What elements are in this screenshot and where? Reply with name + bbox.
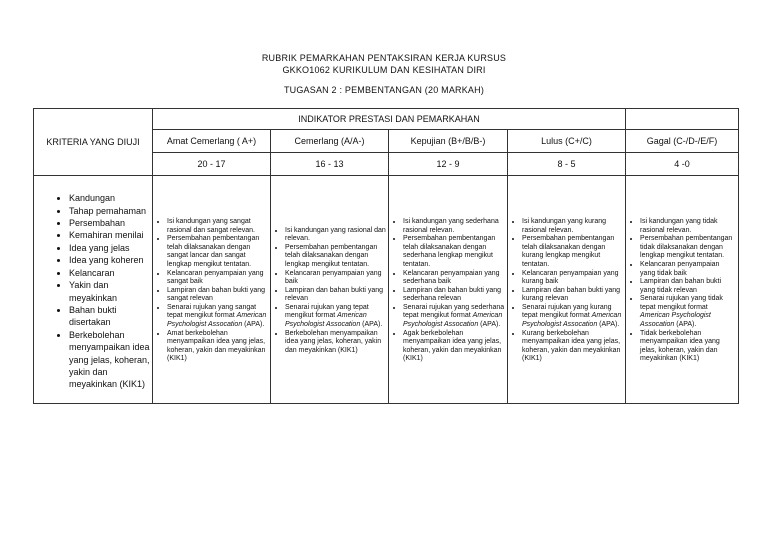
descriptor-text: (APA).: [674, 321, 697, 329]
descriptor-text: (APA).: [242, 321, 265, 329]
descriptor-item: [403, 304, 505, 330]
descriptor-list: [271, 227, 388, 356]
descriptor-item: • Kurang berkebolehan menyampaikan idea yang jelas, koheran, yakin dan meyakinkan (KIK1): [522, 330, 623, 364]
descriptor-text: Senarai rujukan yang sederhana tepat mengikut format: [403, 303, 505, 320]
course-code-title: GKKO1062 KURIKULUM DAN KESIHATAN DIRI: [282, 65, 486, 75]
empty-header-cell: [626, 109, 739, 130]
descriptor-item: • Kelancaran penyampaian yang sangat baik: [167, 270, 268, 287]
descriptor-item: • Lampiran dan bahan bukti yang tidak relevan: [640, 278, 736, 295]
criteria-item: • Idea yang jelas: [69, 242, 152, 254]
descriptor-cell: [508, 176, 626, 404]
descriptor-text: Senarai rujukan yang kurang tepat mengikut format: [522, 303, 612, 320]
level-label: Gagal (C-/D-/E/F): [626, 130, 739, 153]
descriptor-list: [626, 218, 738, 364]
criteria-item: • Idea yang koheren: [69, 254, 152, 266]
rubric-table: [33, 108, 739, 404]
descriptor-item: [640, 295, 736, 329]
descriptor-item: • Persembahan pembentangan telah dilaksanakan dengan kurang lengkap mengikut tentatan.: [522, 235, 623, 269]
descriptor-cell: [153, 176, 271, 404]
criteria-item: • Kelancaran: [69, 267, 152, 279]
descriptor-item: • Persembahan pembentangan telah dilaksanakan dengan sangat lancar dan sangat lengkap mengikut tentatan.: [167, 235, 268, 269]
descriptor-list: [153, 218, 270, 364]
score-range: 8 - 5: [508, 153, 626, 176]
descriptor-item: • Berkebolehan menyampaikan idea yang jelas, koheran, yakin dan meyakinkan (KIK1): [285, 330, 386, 356]
level-label: Kepujian (B+/B/B-): [389, 130, 508, 153]
descriptor-item: • Lampiran dan bahan bukti yang sangat relevan: [167, 287, 268, 304]
score-range: 20 - 17: [153, 153, 271, 176]
criteria-item: • Tahap pemahaman: [69, 205, 152, 217]
descriptor-cell: [271, 176, 389, 404]
descriptor-item: [167, 304, 268, 330]
descriptor-text: Senarai rujukan yang tidak tepat mengikut format: [640, 295, 723, 311]
descriptor-item: • Amat berkebolehan menyampaikan idea yang jelas, koheran, yakin dan meyakinkan (KIK1): [167, 330, 268, 364]
document-title: RUBRIK PEMARKAHAN PENTAKSIRAN KERJA KURSUS: [261, 53, 507, 63]
criteria-item: • Bahan bukti disertakan: [69, 304, 152, 329]
level-label: Cemerlang (A/A-): [271, 130, 389, 153]
criteria-item: • Yakin dan meyakinkan: [69, 279, 152, 304]
assignment-title: TUGASAN 2 : PEMBENTANGAN (20 MARKAH): [283, 85, 485, 95]
apa-title: American Psychologist Assocation: [403, 312, 503, 329]
descriptor-item: • Persembahan pembentangan tidak dilaksanakan dengan lengkap mengikut tentatan.: [640, 235, 736, 261]
descriptor-item: • Kelancaran penyampaian yang sederhana baik: [403, 270, 505, 287]
descriptor-item: • Isi kandungan yang sangat rasional dan sangat relevan.: [167, 218, 268, 235]
descriptor-text: (APA).: [360, 321, 383, 329]
descriptor-item: • Kelancaran penyampaian yang kurang baik: [522, 270, 623, 287]
descriptor-item: • Lampiran dan bahan bukti yang relevan: [285, 287, 386, 304]
descriptor-item: • Persembahan pembentangan telah dilaksanakan dengan sederhana lengkap mengikut tentatan.: [403, 235, 505, 269]
criteria-item: • Kemahiran menilai: [69, 229, 152, 241]
descriptor-item: • Lampiran dan bahan bukti yang kurang relevan: [522, 287, 623, 304]
level-label: Amat Cemerlang ( A+): [153, 130, 271, 153]
descriptor-item: • Isi kandungan yang rasional dan relevan.: [285, 227, 386, 244]
descriptor-item: • Persembahan pembentangan telah dilaksanakan dengan lengkap mengikut tentatan.: [285, 244, 386, 270]
descriptor-cell: [389, 176, 508, 404]
descriptor-item: • Lampiran dan bahan bukti yang sederhana relevan: [403, 287, 505, 304]
descriptor-text: (APA).: [597, 321, 620, 329]
descriptor-text: Senarai rujukan yang sangat tepat mengikut format: [167, 303, 257, 320]
descriptor-item: • Isi kandungan yang kurang rasional relevan.: [522, 218, 623, 235]
descriptor-item: • Agak berkebolehan menyampaikan idea yang jelas, koheran, yakin dan meyakinkan (KIK1): [403, 330, 505, 364]
score-range: 4 -0: [626, 153, 739, 176]
criteria-item: • Kandungan: [69, 192, 152, 204]
criteria-heading: KRITERIA YANG DIUJI: [34, 109, 153, 176]
criteria-item: • Persembahan: [69, 217, 152, 229]
descriptor-item: • Isi kandungan yang sederhana rasional relevan.: [403, 218, 505, 235]
descriptor-item: • Tidak berkebolehan menyampaikan idea yang jelas, koheran, yakin dan meyakinkan (KIK1): [640, 330, 736, 364]
level-label: Lulus (C+/C): [508, 130, 626, 153]
criteria-list: [34, 192, 152, 391]
apa-title: American Psychologist Assocation: [640, 312, 711, 329]
score-range: 16 - 13: [271, 153, 389, 176]
descriptor-cell: [626, 176, 739, 404]
descriptor-list: [508, 218, 625, 364]
descriptor-text: (APA).: [478, 321, 501, 329]
indicator-heading: INDIKATOR PRESTASI DAN PEMARKAHAN: [153, 109, 626, 130]
descriptor-item: • Isi kandungan yang tidak rasional relevan.: [640, 218, 736, 235]
descriptor-text: Senarai rujukan yang tepat mengikut format: [285, 303, 369, 320]
descriptor-item: • Kelancaran penyampaian yang baik: [285, 270, 386, 287]
score-range: 12 - 9: [389, 153, 508, 176]
apa-title: American Psychologist Assocation: [522, 312, 622, 329]
descriptor-list: [389, 218, 507, 364]
criteria-cell: [34, 176, 153, 404]
apa-title: American Psychologist Assocation: [285, 312, 367, 329]
criteria-item: • Berkebolehan menyampaikan idea yang jelas, koheran, yakin dan meyakinkan (KIK1): [69, 329, 152, 391]
descriptor-item: • Kelancaran penyampaian yang tidak baik: [640, 261, 736, 278]
apa-title: American Psychologist Assocation: [167, 312, 267, 329]
descriptor-item: [285, 304, 386, 330]
descriptor-item: [522, 304, 623, 330]
